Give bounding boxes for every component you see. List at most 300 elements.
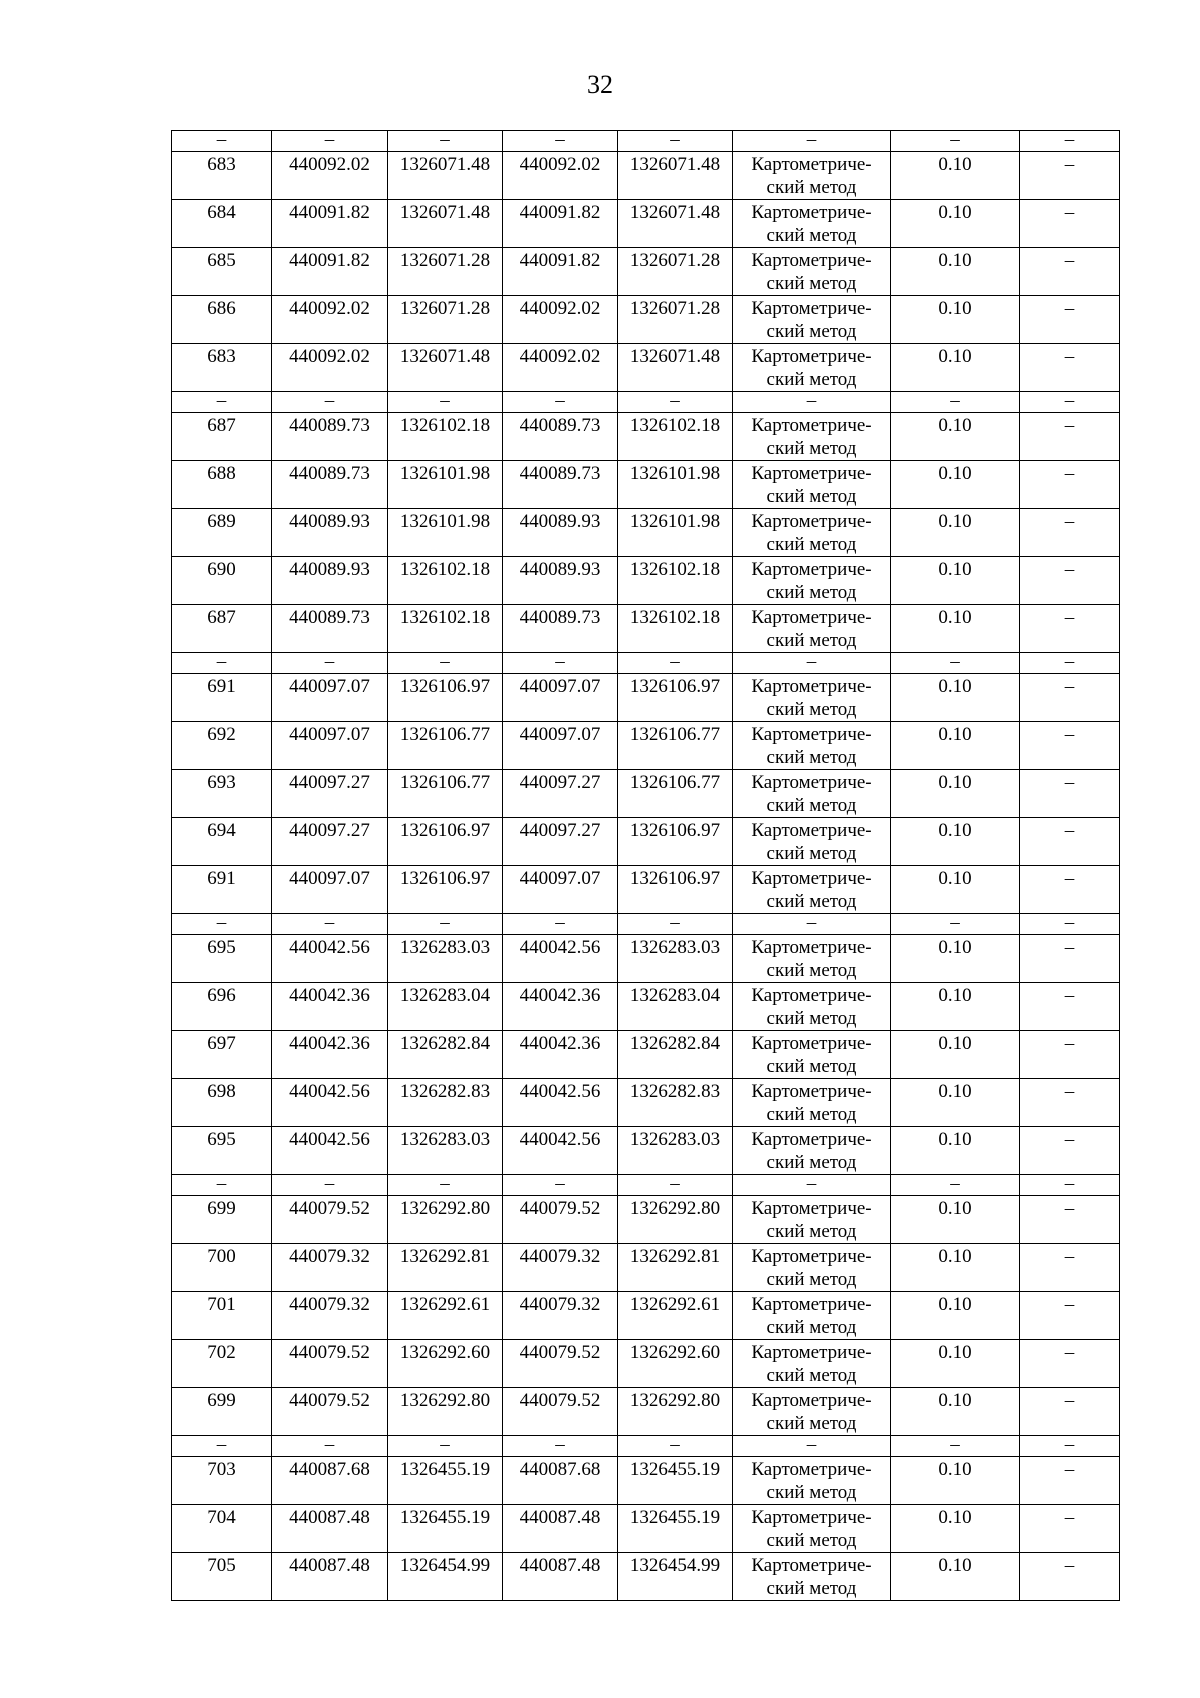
separator-dash-cell: – [1020, 653, 1120, 674]
separator-dash-cell: – [733, 914, 891, 935]
description-cell: – [1020, 1127, 1120, 1175]
point-number-cell: 695 [172, 935, 272, 983]
y-new-cell: 1326102.18 [618, 557, 733, 605]
accuracy-cell: 0.10 [891, 866, 1020, 914]
y-new-cell: 1326282.84 [618, 1031, 733, 1079]
x-new-cell: 440089.93 [503, 509, 618, 557]
table-row [172, 1244, 1120, 1292]
separator-dash-cell: – [891, 914, 1020, 935]
method-cell [733, 344, 891, 392]
separator-dash-cell: – [272, 653, 388, 674]
x-old-cell: 440087.68 [272, 1457, 388, 1505]
x-old-cell: 440089.73 [272, 605, 388, 653]
y-old-cell: 1326071.48 [388, 152, 503, 200]
y-old-cell: 1326102.18 [388, 557, 503, 605]
point-number-cell: 694 [172, 818, 272, 866]
y-old-cell: 1326106.97 [388, 866, 503, 914]
table-row [172, 413, 1120, 461]
x-new-cell: 440042.56 [503, 1127, 618, 1175]
separator-dash-cell: – [503, 1436, 618, 1457]
x-old-cell: 440092.02 [272, 152, 388, 200]
x-old-cell: 440079.32 [272, 1244, 388, 1292]
table-row [172, 1505, 1120, 1553]
accuracy-cell: 0.10 [891, 818, 1020, 866]
method-cell [733, 557, 891, 605]
method-line-1: Картометриче- [751, 346, 872, 367]
y-new-cell: 1326282.83 [618, 1079, 733, 1127]
table-row [172, 461, 1120, 509]
x-new-cell: 440042.36 [503, 1031, 618, 1079]
x-old-cell: 440042.56 [272, 1079, 388, 1127]
y-new-cell: 1326071.48 [618, 152, 733, 200]
coordinates-table [171, 130, 1120, 1601]
x-old-cell: 440079.52 [272, 1196, 388, 1244]
method-cell [733, 1505, 891, 1553]
table-row [172, 200, 1120, 248]
point-number-cell: 688 [172, 461, 272, 509]
accuracy-cell: 0.10 [891, 605, 1020, 653]
table-row [172, 1340, 1120, 1388]
method-line-1: Картометриче- [751, 1342, 872, 1363]
y-new-cell: 1326283.04 [618, 983, 733, 1031]
separator-dash-cell: – [618, 914, 733, 935]
separator-dash-cell: – [1020, 1436, 1120, 1457]
method-line-1: Картометриче- [751, 559, 872, 580]
method-line-1: Картометриче- [751, 985, 872, 1006]
method-line-2: ский метод [766, 891, 857, 912]
y-old-cell: 1326102.18 [388, 605, 503, 653]
table-row [172, 296, 1120, 344]
method-line-2: ский метод [766, 486, 857, 507]
method-line-1: Картометриче- [751, 1129, 872, 1150]
point-number-cell: 683 [172, 152, 272, 200]
method-line-1: Картометриче- [751, 820, 872, 841]
x-new-cell: 440091.82 [503, 248, 618, 296]
x-new-cell: 440097.27 [503, 818, 618, 866]
table-row [172, 1031, 1120, 1079]
point-number-cell: 702 [172, 1340, 272, 1388]
x-new-cell: 440097.07 [503, 674, 618, 722]
table-row [172, 1196, 1120, 1244]
y-old-cell: 1326102.18 [388, 413, 503, 461]
point-number-cell: 699 [172, 1196, 272, 1244]
x-new-cell: 440042.36 [503, 983, 618, 1031]
method-cell [733, 1457, 891, 1505]
separator-dash-cell: – [272, 1436, 388, 1457]
y-new-cell: 1326102.18 [618, 605, 733, 653]
x-new-cell: 440091.82 [503, 200, 618, 248]
method-line-1: Картометриче- [751, 1507, 872, 1528]
separator-dash-cell: – [172, 914, 272, 935]
y-new-cell: 1326106.77 [618, 770, 733, 818]
y-new-cell: 1326106.97 [618, 818, 733, 866]
method-line-1: Картометриче- [751, 1555, 872, 1576]
separator-row [172, 1436, 1120, 1457]
y-new-cell: 1326071.48 [618, 344, 733, 392]
method-line-2: ский метод [766, 843, 857, 864]
y-new-cell: 1326292.60 [618, 1340, 733, 1388]
table-row [172, 674, 1120, 722]
y-old-cell: 1326106.77 [388, 770, 503, 818]
method-line-2: ский метод [766, 699, 857, 720]
description-cell: – [1020, 605, 1120, 653]
description-cell: – [1020, 674, 1120, 722]
separator-dash-cell: – [891, 131, 1020, 152]
x-old-cell: 440097.07 [272, 674, 388, 722]
y-new-cell: 1326106.77 [618, 722, 733, 770]
x-new-cell: 440087.68 [503, 1457, 618, 1505]
method-line-1: Картометриче- [751, 250, 872, 271]
table-row [172, 935, 1120, 983]
accuracy-cell: 0.10 [891, 413, 1020, 461]
x-old-cell: 440097.27 [272, 818, 388, 866]
method-cell [733, 770, 891, 818]
method-line-2: ский метод [766, 1008, 857, 1029]
accuracy-cell: 0.10 [891, 1127, 1020, 1175]
method-line-1: Картометриче- [751, 1033, 872, 1054]
method-line-1: Картометриче- [751, 511, 872, 532]
method-cell [733, 413, 891, 461]
separator-dash-cell: – [618, 1175, 733, 1196]
point-number-cell: 687 [172, 413, 272, 461]
y-new-cell: 1326071.48 [618, 200, 733, 248]
point-number-cell: 697 [172, 1031, 272, 1079]
accuracy-cell: 0.10 [891, 722, 1020, 770]
accuracy-cell: 0.10 [891, 983, 1020, 1031]
accuracy-cell: 0.10 [891, 674, 1020, 722]
y-old-cell: 1326282.84 [388, 1031, 503, 1079]
method-line-1: Картометриче- [751, 415, 872, 436]
separator-dash-cell: – [388, 1175, 503, 1196]
accuracy-cell: 0.10 [891, 152, 1020, 200]
y-new-cell: 1326455.19 [618, 1505, 733, 1553]
y-old-cell: 1326283.03 [388, 1127, 503, 1175]
y-old-cell: 1326292.80 [388, 1388, 503, 1436]
separator-dash-cell: – [618, 1436, 733, 1457]
x-new-cell: 440097.07 [503, 866, 618, 914]
point-number-cell: 698 [172, 1079, 272, 1127]
method-line-1: Картометриче- [751, 154, 872, 175]
separator-dash-cell: – [172, 653, 272, 674]
y-old-cell: 1326106.77 [388, 722, 503, 770]
description-cell: – [1020, 1457, 1120, 1505]
method-line-2: ский метод [766, 321, 857, 342]
method-line-2: ский метод [766, 1269, 857, 1290]
table-row [172, 818, 1120, 866]
description-cell: – [1020, 296, 1120, 344]
method-line-1: Картометриче- [751, 202, 872, 223]
table-row [172, 1127, 1120, 1175]
method-line-2: ский метод [766, 1482, 857, 1503]
accuracy-cell: 0.10 [891, 200, 1020, 248]
y-old-cell: 1326071.28 [388, 296, 503, 344]
x-new-cell: 440079.52 [503, 1340, 618, 1388]
description-cell: – [1020, 1292, 1120, 1340]
separator-dash-cell: – [172, 131, 272, 152]
separator-dash-cell: – [172, 1175, 272, 1196]
point-number-cell: 686 [172, 296, 272, 344]
method-cell [733, 1553, 891, 1601]
method-cell [733, 674, 891, 722]
x-new-cell: 440089.93 [503, 557, 618, 605]
method-line-1: Картометриче- [751, 937, 872, 958]
x-old-cell: 440087.48 [272, 1553, 388, 1601]
y-new-cell: 1326106.97 [618, 674, 733, 722]
separator-dash-cell: – [733, 653, 891, 674]
y-new-cell: 1326292.61 [618, 1292, 733, 1340]
separator-dash-cell: – [272, 914, 388, 935]
x-old-cell: 440089.73 [272, 461, 388, 509]
separator-dash-cell: – [272, 392, 388, 413]
y-new-cell: 1326283.03 [618, 935, 733, 983]
x-old-cell: 440097.27 [272, 770, 388, 818]
accuracy-cell: 0.10 [891, 1196, 1020, 1244]
method-cell [733, 935, 891, 983]
y-old-cell: 1326283.04 [388, 983, 503, 1031]
table-row [172, 605, 1120, 653]
x-new-cell: 440042.56 [503, 1079, 618, 1127]
method-line-1: Картометриче- [751, 1081, 872, 1102]
description-cell: – [1020, 935, 1120, 983]
x-old-cell: 440079.52 [272, 1388, 388, 1436]
method-line-2: ский метод [766, 1104, 857, 1125]
method-line-1: Картометриче- [751, 1390, 872, 1411]
y-old-cell: 1326071.48 [388, 200, 503, 248]
y-new-cell: 1326292.81 [618, 1244, 733, 1292]
table-row [172, 152, 1120, 200]
table-row [172, 557, 1120, 605]
method-line-2: ский метод [766, 630, 857, 651]
point-number-cell: 685 [172, 248, 272, 296]
method-line-2: ский метод [766, 1221, 857, 1242]
x-old-cell: 440042.56 [272, 935, 388, 983]
method-line-1: Картометриче- [751, 676, 872, 697]
separator-dash-cell: – [891, 1436, 1020, 1457]
separator-dash-cell: – [891, 653, 1020, 674]
method-cell [733, 722, 891, 770]
accuracy-cell: 0.10 [891, 935, 1020, 983]
point-number-cell: 700 [172, 1244, 272, 1292]
separator-dash-cell: – [172, 1436, 272, 1457]
point-number-cell: 693 [172, 770, 272, 818]
x-new-cell: 440079.32 [503, 1244, 618, 1292]
description-cell: – [1020, 1031, 1120, 1079]
point-number-cell: 699 [172, 1388, 272, 1436]
accuracy-cell: 0.10 [891, 1340, 1020, 1388]
point-number-cell: 696 [172, 983, 272, 1031]
accuracy-cell: 0.10 [891, 461, 1020, 509]
separator-dash-cell: – [388, 1436, 503, 1457]
y-old-cell: 1326292.80 [388, 1196, 503, 1244]
method-line-1: Картометриче- [751, 724, 872, 745]
method-cell [733, 1340, 891, 1388]
method-line-2: ский метод [766, 795, 857, 816]
accuracy-cell: 0.10 [891, 1031, 1020, 1079]
table-row [172, 983, 1120, 1031]
separator-dash-cell: – [1020, 914, 1120, 935]
x-new-cell: 440079.32 [503, 1292, 618, 1340]
x-new-cell: 440042.56 [503, 935, 618, 983]
x-old-cell: 440091.82 [272, 248, 388, 296]
y-old-cell: 1326071.28 [388, 248, 503, 296]
description-cell: – [1020, 1505, 1120, 1553]
description-cell: – [1020, 770, 1120, 818]
accuracy-cell: 0.10 [891, 1505, 1020, 1553]
method-line-2: ский метод [766, 369, 857, 390]
method-line-1: Картометриче- [751, 772, 872, 793]
x-old-cell: 440089.93 [272, 557, 388, 605]
method-cell [733, 248, 891, 296]
x-old-cell: 440092.02 [272, 344, 388, 392]
separator-dash-cell: – [891, 1175, 1020, 1196]
separator-dash-cell: – [618, 653, 733, 674]
x-new-cell: 440089.73 [503, 605, 618, 653]
method-line-1: Картометриче- [751, 1246, 872, 1267]
y-old-cell: 1326455.19 [388, 1505, 503, 1553]
y-new-cell: 1326106.97 [618, 866, 733, 914]
accuracy-cell: 0.10 [891, 1244, 1020, 1292]
accuracy-cell: 0.10 [891, 344, 1020, 392]
y-new-cell: 1326101.98 [618, 509, 733, 557]
separator-row [172, 131, 1120, 152]
y-new-cell: 1326283.03 [618, 1127, 733, 1175]
table-row [172, 1457, 1120, 1505]
accuracy-cell: 0.10 [891, 1388, 1020, 1436]
description-cell: – [1020, 557, 1120, 605]
description-cell: – [1020, 509, 1120, 557]
separator-dash-cell: – [503, 653, 618, 674]
separator-dash-cell: – [1020, 392, 1120, 413]
y-new-cell: 1326071.28 [618, 248, 733, 296]
x-old-cell: 440087.48 [272, 1505, 388, 1553]
method-line-2: ский метод [766, 1413, 857, 1434]
x-old-cell: 440042.56 [272, 1127, 388, 1175]
description-cell: – [1020, 866, 1120, 914]
method-line-1: Картометриче- [751, 298, 872, 319]
separator-dash-cell: – [503, 131, 618, 152]
y-new-cell: 1326292.80 [618, 1388, 733, 1436]
method-cell [733, 1031, 891, 1079]
method-cell [733, 1079, 891, 1127]
separator-row [172, 914, 1120, 935]
description-cell: – [1020, 1553, 1120, 1601]
method-line-1: Картометриче- [751, 463, 872, 484]
point-number-cell: 687 [172, 605, 272, 653]
point-number-cell: 705 [172, 1553, 272, 1601]
separator-dash-cell: – [503, 392, 618, 413]
method-cell [733, 1127, 891, 1175]
method-cell [733, 200, 891, 248]
method-line-1: Картометриче- [751, 868, 872, 889]
accuracy-cell: 0.10 [891, 1292, 1020, 1340]
method-line-1: Картометриче- [751, 1294, 872, 1315]
method-line-2: ский метод [766, 582, 857, 603]
accuracy-cell: 0.10 [891, 1079, 1020, 1127]
separator-dash-cell: – [503, 1175, 618, 1196]
x-old-cell: 440092.02 [272, 296, 388, 344]
method-line-2: ский метод [766, 1152, 857, 1173]
separator-dash-cell: – [618, 392, 733, 413]
x-old-cell: 440097.07 [272, 722, 388, 770]
separator-row [172, 653, 1120, 674]
accuracy-cell: 0.10 [891, 557, 1020, 605]
separator-dash-cell: – [503, 914, 618, 935]
y-old-cell: 1326455.19 [388, 1457, 503, 1505]
point-number-cell: 695 [172, 1127, 272, 1175]
method-cell [733, 1244, 891, 1292]
separator-row [172, 1175, 1120, 1196]
page-number: 32 [587, 70, 613, 99]
method-cell [733, 461, 891, 509]
y-new-cell: 1326101.98 [618, 461, 733, 509]
method-line-2: ский метод [766, 747, 857, 768]
table-row [172, 1553, 1120, 1601]
table-row [172, 509, 1120, 557]
table-row [172, 866, 1120, 914]
point-number-cell: 684 [172, 200, 272, 248]
point-number-cell: 689 [172, 509, 272, 557]
y-old-cell: 1326101.98 [388, 509, 503, 557]
separator-row [172, 392, 1120, 413]
method-line-2: ский метод [766, 1056, 857, 1077]
y-old-cell: 1326283.03 [388, 935, 503, 983]
method-line-2: ский метод [766, 960, 857, 981]
separator-dash-cell: – [733, 1436, 891, 1457]
x-new-cell: 440089.73 [503, 413, 618, 461]
x-new-cell: 440087.48 [503, 1505, 618, 1553]
y-old-cell: 1326454.99 [388, 1553, 503, 1601]
y-old-cell: 1326101.98 [388, 461, 503, 509]
table-body [172, 131, 1120, 1601]
accuracy-cell: 0.10 [891, 509, 1020, 557]
separator-dash-cell: – [1020, 131, 1120, 152]
method-cell [733, 605, 891, 653]
method-cell [733, 983, 891, 1031]
y-old-cell: 1326071.48 [388, 344, 503, 392]
description-cell: – [1020, 1079, 1120, 1127]
separator-dash-cell: – [388, 653, 503, 674]
x-old-cell: 440089.73 [272, 413, 388, 461]
y-old-cell: 1326292.61 [388, 1292, 503, 1340]
separator-dash-cell: – [388, 392, 503, 413]
table-row [172, 770, 1120, 818]
description-cell: – [1020, 1196, 1120, 1244]
method-cell [733, 509, 891, 557]
separator-dash-cell: – [1020, 1175, 1120, 1196]
table-row [172, 1079, 1120, 1127]
description-cell: – [1020, 1244, 1120, 1292]
method-cell [733, 818, 891, 866]
method-cell [733, 1196, 891, 1244]
table-row [172, 1292, 1120, 1340]
separator-dash-cell: – [733, 131, 891, 152]
table-row [172, 344, 1120, 392]
description-cell: – [1020, 248, 1120, 296]
y-old-cell: 1326292.81 [388, 1244, 503, 1292]
x-old-cell: 440097.07 [272, 866, 388, 914]
method-line-2: ский метод [766, 273, 857, 294]
x-new-cell: 440097.07 [503, 722, 618, 770]
separator-dash-cell: – [891, 392, 1020, 413]
method-line-2: ский метод [766, 1578, 857, 1599]
point-number-cell: 701 [172, 1292, 272, 1340]
y-old-cell: 1326292.60 [388, 1340, 503, 1388]
method-line-2: ский метод [766, 177, 857, 198]
x-new-cell: 440079.52 [503, 1196, 618, 1244]
table-row [172, 1388, 1120, 1436]
x-new-cell: 440089.73 [503, 461, 618, 509]
description-cell: – [1020, 1340, 1120, 1388]
